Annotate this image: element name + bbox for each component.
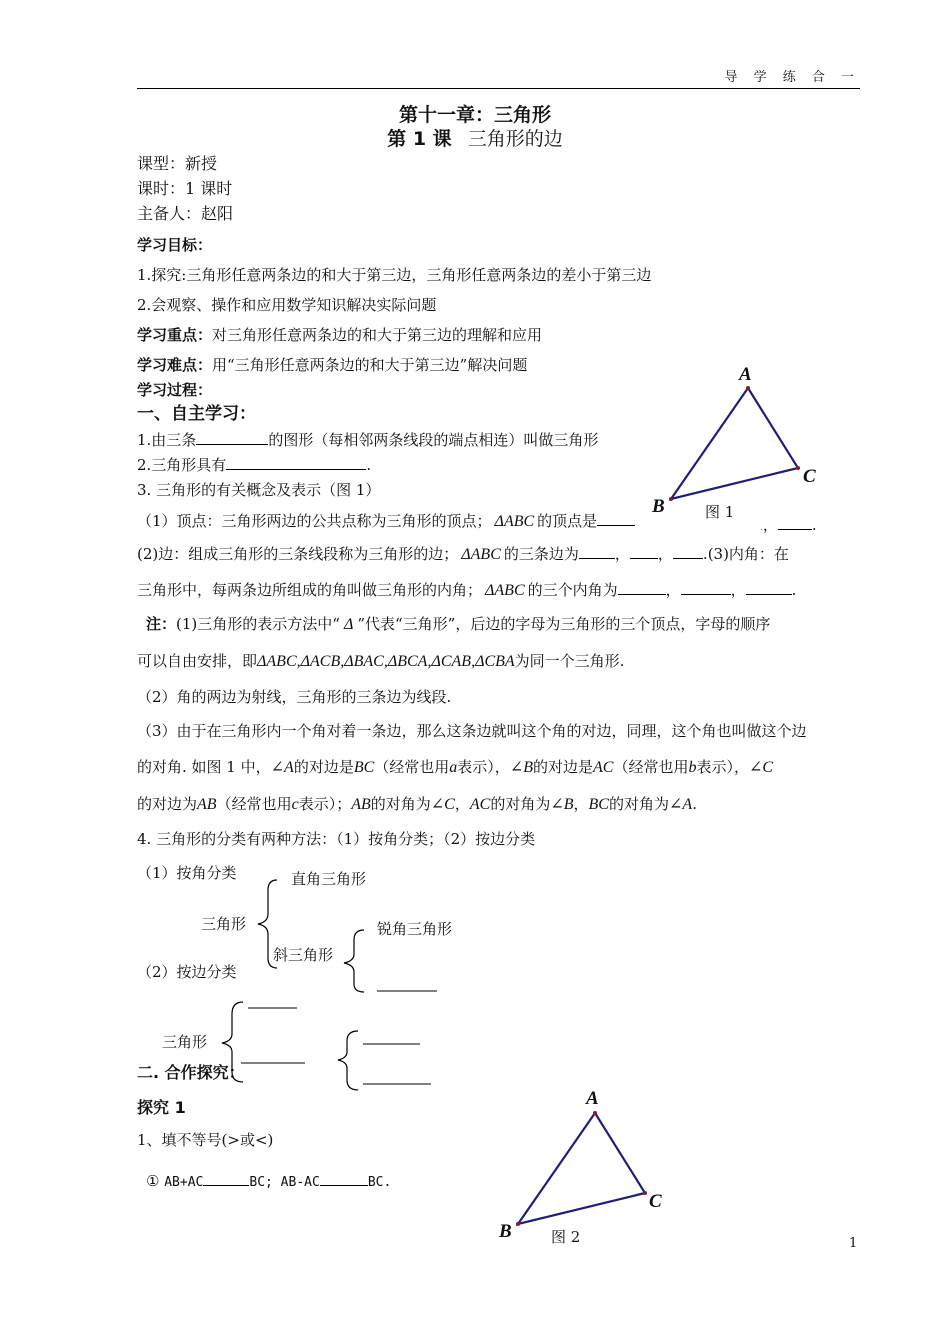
math-text: c xyxy=(291,796,299,813)
vertex-dot xyxy=(746,386,750,390)
goal-item-1: 1.探究:三角形任意两条边的和大于第三边，三角形任意两条边的差小于第三边 xyxy=(137,266,652,284)
question-2-end: . xyxy=(366,456,372,474)
expression: BC. xyxy=(367,1175,392,1190)
difficulty-text: 用“三角形任意两条边的和大于第三边”解决问题 xyxy=(212,356,528,374)
math-text: BC xyxy=(588,796,609,813)
focus-text: 对三角形任意两条边的和大于第三边的理解和应用 xyxy=(212,326,543,344)
text: 的对边为 xyxy=(137,795,198,813)
difficulty-label: 学习难点： xyxy=(137,356,213,374)
process-heading: 学习过程： xyxy=(137,381,213,399)
brace-isosceles xyxy=(338,1031,358,1090)
math-text: a xyxy=(449,759,458,776)
note-text: 为同一个三角形. xyxy=(514,652,625,670)
vertex-dot xyxy=(643,1191,647,1195)
expression: AB+AC xyxy=(164,1175,204,1190)
fill-instruction: 1、填不等号(>或<) xyxy=(137,1131,274,1149)
question-3: 3. 三角形的有关概念及表示（图 1） xyxy=(137,481,381,499)
math-text: ∠C xyxy=(430,796,455,813)
vertex-text-end: 的顶点是 xyxy=(537,512,598,530)
math-text: ∠B xyxy=(550,796,574,813)
explore-heading: 探究 1 xyxy=(137,1098,186,1117)
text: ， xyxy=(573,795,589,813)
text: ， xyxy=(454,795,470,813)
math-text: BC xyxy=(353,759,375,776)
page-header: 导 学 练 合 一 xyxy=(724,70,860,85)
text: 的对角为 xyxy=(608,795,669,813)
vertex-blanks-tail: .， . xyxy=(760,516,817,534)
figure-1-triangle xyxy=(671,388,798,499)
fig2-vertex-a: A xyxy=(586,1088,599,1109)
math-text: ∠B xyxy=(509,759,533,776)
chapter-title: 第十一章：三角形 xyxy=(398,104,551,126)
text: 的对角为 xyxy=(490,795,551,813)
delta-symbol: Δ xyxy=(343,616,354,633)
oblique-triangle-label: 斜三角形 xyxy=(273,946,334,964)
fig2-vertex-b: B xyxy=(499,1221,512,1242)
math-text: AC xyxy=(469,796,491,813)
text: 的对边是 xyxy=(533,758,594,776)
triangle-notation-list: ΔABC,ΔACB,ΔBAC,ΔBCA,ΔCAB,ΔCBA xyxy=(257,653,515,670)
triangle-symbol: ΔABC xyxy=(461,546,501,563)
page-number: 1 xyxy=(849,1236,858,1251)
triangle-symbol: ΔABC xyxy=(485,582,525,599)
text: 表示）； xyxy=(298,795,352,813)
classify-by-angle: （1）按角分类 xyxy=(137,864,237,882)
lesson-author: 主备人：赵阳 xyxy=(137,204,234,223)
side-text: (2)边：组成三角形的三条线段称为三角形的边； xyxy=(137,545,459,563)
angle-text-end: 的三个内角为 xyxy=(527,581,618,599)
lesson-hours: 课时：1 课时 xyxy=(137,179,233,198)
note-text: (1)三角形的表示方法中“ xyxy=(176,615,340,633)
note-label: 注： xyxy=(146,615,177,633)
math-text: AB xyxy=(351,796,371,813)
focus-label: 学习重点： xyxy=(137,326,213,344)
section1-heading: 一、自主学习： xyxy=(137,404,256,424)
text: （经常也用 xyxy=(216,795,292,813)
circled-number: ① xyxy=(146,1172,160,1190)
fig1-vertex-c: C xyxy=(803,466,816,487)
text: 的对角为 xyxy=(370,795,431,813)
text: 表示）， xyxy=(696,758,749,776)
acute-triangle-label: 锐角三角形 xyxy=(377,920,453,938)
vertex-dot xyxy=(669,497,673,501)
math-text: b xyxy=(688,759,697,776)
math-text: ∠A xyxy=(270,759,294,776)
question-2-start: 2.三角形具有 xyxy=(137,456,227,474)
note-line-4: （3）由于在三角形内一个角对着一条边，那么这条边就叫这个角的对边，同理，这个角也叫做这个边 xyxy=(137,722,807,740)
lesson-name: 三角形的边 xyxy=(467,128,563,150)
side-definition: (2)边：组成三角形的三条线段称为三角形的边； ΔABC 的三条边为 ， ， .(3)内角：在 xyxy=(137,545,789,563)
classify-by-side: （2）按边分类 xyxy=(137,963,237,981)
text: 的对边是 xyxy=(293,758,354,776)
right-triangle-label: 直角三角形 xyxy=(291,870,367,888)
question-4: 4. 三角形的分类有两种方法：（1）按角分类；（2）按边分类 xyxy=(137,830,536,848)
vertex-text: （1）顶点：三角形两边的公共点称为三角形的顶点； xyxy=(137,512,492,530)
angle-text: 三角形中，每两条边所组成的角叫做三角形的内角； xyxy=(137,581,483,599)
text: （经常也用 xyxy=(613,758,689,776)
vertex-dot xyxy=(796,466,800,470)
angle-intro: (3)内角：在 xyxy=(707,545,789,563)
vertex-dot xyxy=(516,1222,520,1226)
note-text: 可以自由安排，即 xyxy=(137,652,258,670)
goals-heading: 学习目标： xyxy=(137,236,213,254)
triangle-symbol: ΔABC xyxy=(494,513,535,530)
note-text: ”代表“三角形”，后边的字母为三角形的三个顶点，字母的顺序 xyxy=(357,615,771,633)
angle-definition: 三角形中，每两条边所组成的角叫做三角形的内角； ΔABC 的三个内角为 ， ， . xyxy=(137,581,797,599)
fig1-vertex-a: A xyxy=(739,364,752,385)
math-text: ∠C xyxy=(749,759,774,776)
expression: BC; AB-AC xyxy=(249,1175,320,1190)
section2-heading: 二. 合作探究： xyxy=(137,1063,245,1082)
fig2-caption: 图 2 xyxy=(551,1228,581,1246)
brace-by-side xyxy=(222,1002,243,1082)
triangle-label: 三角形 xyxy=(201,915,247,933)
lesson-number: 第 1 课 xyxy=(387,128,452,150)
note-line-3: （2）角的两边为射线，三角形的三条边为线段. xyxy=(137,688,452,706)
brace-oblique xyxy=(344,930,364,992)
fig1-caption: 图 1 xyxy=(705,503,735,521)
triangle-label-2: 三角形 xyxy=(162,1033,208,1051)
math-text: AC xyxy=(593,759,614,776)
math-text: ∠A xyxy=(669,796,693,813)
goal-item-2: 2.会观察、操作和应用数学知识解决实际问题 xyxy=(137,296,437,314)
question-1-start: 1.由三条 xyxy=(137,431,197,449)
text: 表示）， xyxy=(457,758,510,776)
figure-2-triangle xyxy=(518,1113,645,1224)
text: （经常也用 xyxy=(374,758,450,776)
fig2-vertex-c: C xyxy=(649,1191,662,1212)
text: . xyxy=(692,795,697,813)
brace-by-angle xyxy=(258,880,277,968)
fig1-vertex-b: B xyxy=(652,496,665,517)
vertex-dot xyxy=(593,1111,597,1115)
lesson-type: 课型：新授 xyxy=(137,154,218,173)
question-1-end: 的图形（每相邻两条线段的端点相连）叫做三角形 xyxy=(268,431,599,449)
side-text-end: 的三条边为 xyxy=(503,545,579,563)
math-text: AB xyxy=(197,796,217,813)
text: 的对角. 如图 1 中， xyxy=(137,758,271,776)
